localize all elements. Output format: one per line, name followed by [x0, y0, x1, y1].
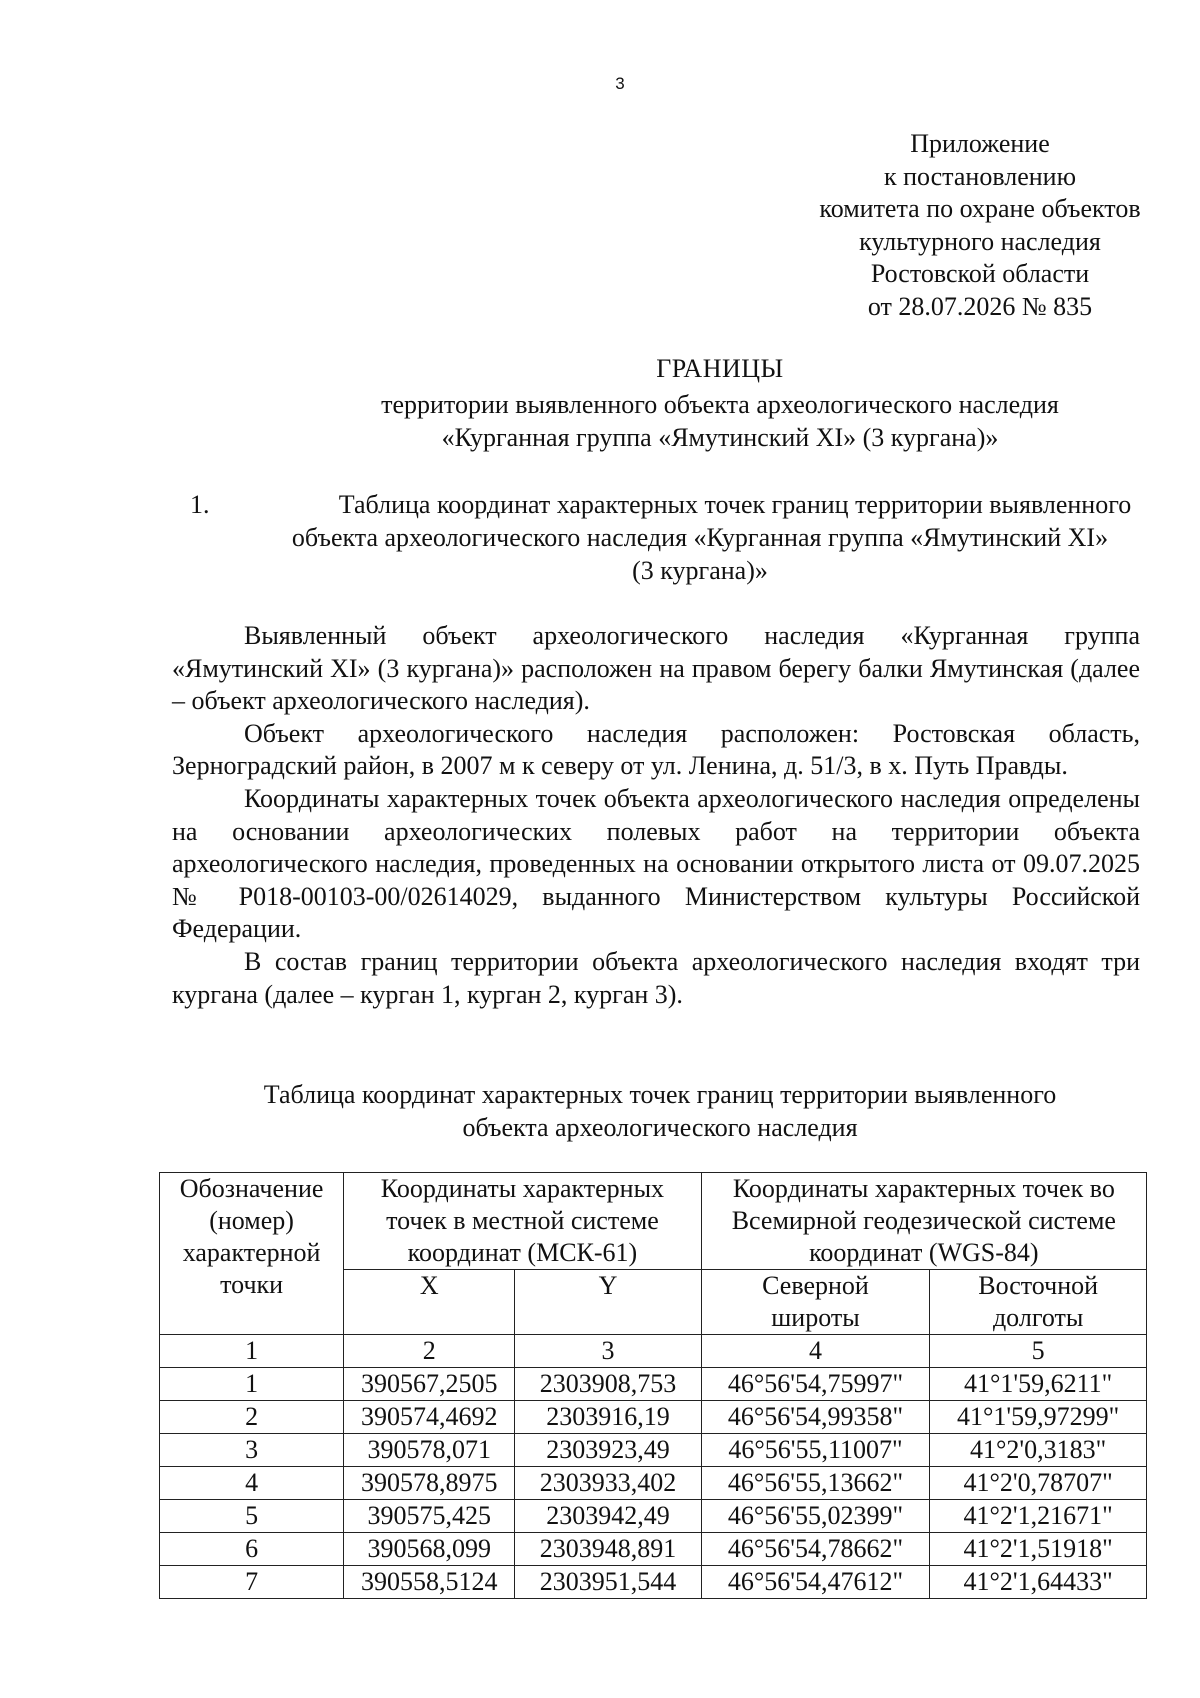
cell-point: 5: [160, 1500, 344, 1533]
table-row: [160, 1533, 1147, 1566]
section-number: 1.: [190, 490, 210, 519]
column-number-row: [160, 1335, 1147, 1368]
section-heading: [190, 488, 1200, 587]
cell-latitude: 46°56'54,99358": [701, 1401, 930, 1434]
table-row: [160, 1467, 1147, 1500]
appendix-date-number: от 28.07.2026 № 835: [867, 291, 1093, 321]
cell-point: 6: [160, 1533, 344, 1566]
header-text: координат (WGS-84): [809, 1238, 1039, 1267]
cell-longitude: 41°1'59,6211": [930, 1368, 1147, 1401]
column-number: 1: [160, 1335, 344, 1368]
column-number: 4: [701, 1335, 930, 1368]
header-y: Y: [515, 1270, 701, 1335]
cell-y: 2303908,753: [515, 1368, 701, 1401]
heading-line: «Курганная группа «Ямутинский XI» (3 кургана)»: [441, 423, 999, 452]
body-text: [172, 620, 1140, 1011]
table-row: [160, 1566, 1147, 1599]
appendix-line: Ростовской области: [870, 259, 1090, 288]
header-x: X: [344, 1270, 515, 1335]
header-text: координат (МСК-61): [407, 1238, 638, 1267]
header-longitude: [930, 1270, 1147, 1335]
header-text: характерной: [182, 1238, 321, 1267]
column-number: 5: [930, 1335, 1147, 1368]
table-row: [160, 1434, 1147, 1467]
header-point-designation: [160, 1173, 344, 1335]
cell-x: 390568,099: [344, 1533, 515, 1566]
column-number: 2: [344, 1335, 515, 1368]
cell-y: 2303923,49: [515, 1434, 701, 1467]
table-row: [160, 1401, 1147, 1434]
appendix-line: культурного наследия: [859, 226, 1101, 256]
cell-longitude: 41°2'1,21671": [930, 1500, 1147, 1533]
header-text: Обозначение: [179, 1174, 324, 1203]
cell-y: 2303942,49: [515, 1500, 701, 1533]
header-text: Всемирной геодезической системе: [731, 1206, 1116, 1235]
header-text: Северной: [762, 1271, 869, 1300]
cell-longitude: 41°2'1,64433": [930, 1566, 1147, 1599]
header-wgs84: [701, 1173, 1146, 1270]
header-text: точки: [220, 1270, 284, 1299]
section-line: объекта археологического наследия «Курганная группа «Ямутинский XI»: [291, 523, 1109, 552]
heading-line: территории выявленного объекта археологического наследия: [381, 390, 1059, 419]
cell-longitude: 41°2'1,51918": [930, 1533, 1147, 1566]
document-heading: [180, 352, 1200, 454]
table-row: [160, 1368, 1147, 1401]
cell-point: 2: [160, 1401, 344, 1434]
cell-latitude: 46°56'55,13662": [701, 1467, 930, 1500]
cell-longitude: 41°1'59,97299": [930, 1401, 1147, 1434]
cell-x: 390575,425: [344, 1500, 515, 1533]
appendix-block: [760, 128, 1200, 323]
appendix-line: к постановлению: [883, 161, 1077, 191]
table-caption-line: объекта археологического наследия: [462, 1113, 858, 1142]
paragraph: Выявленный объект археологического наследия «Курганная группа «Ямутинский XI» (3 кургана)» расположен на правом берегу балки Ямутинская (далее – объект археологического наследия).: [172, 621, 1140, 716]
section-line: (3 кургана)»: [632, 556, 768, 585]
header-text: Восточной: [978, 1271, 1099, 1300]
cell-x: 390578,8975: [344, 1467, 515, 1500]
cell-latitude: 46°56'54,75997": [701, 1368, 930, 1401]
cell-longitude: 41°2'0,78707": [930, 1467, 1147, 1500]
cell-x: 390567,2505: [344, 1368, 515, 1401]
cell-y: 2303951,544: [515, 1566, 701, 1599]
section-line: Таблица координат характерных точек границ территории выявленного: [338, 490, 1132, 519]
paragraph: В состав границ территории объекта археологического наследия входят три кургана (далее – курган 1, курган 2, курган 3).: [172, 946, 1140, 1009]
cell-y: 2303948,891: [515, 1533, 701, 1566]
cell-x: 390558,5124: [344, 1566, 515, 1599]
document-title: ГРАНИЦЫ: [656, 354, 784, 383]
cell-y: 2303933,402: [515, 1467, 701, 1500]
appendix-line: Приложение: [910, 129, 1050, 158]
table-caption: [160, 1078, 1160, 1144]
cell-latitude: 46°56'55,02399": [701, 1500, 930, 1533]
column-number: 3: [515, 1335, 701, 1368]
cell-x: 390578,071: [344, 1434, 515, 1467]
cell-y: 2303916,19: [515, 1401, 701, 1434]
table-caption-line: Таблица координат характерных точек границ территории выявленного: [263, 1080, 1057, 1109]
cell-latitude: 46°56'55,11007": [701, 1434, 930, 1467]
cell-latitude: 46°56'54,78662": [701, 1533, 930, 1566]
header-text: Координаты характерных: [380, 1174, 665, 1203]
cell-point: 4: [160, 1467, 344, 1500]
header-text: (номер): [209, 1206, 294, 1235]
paragraph: Объект археологического наследия расположен: Ростовская область, Зерноградский район, в 2007 м к северу от ул. Ленина, д. 51/3, в х. Путь Правды.: [172, 718, 1140, 781]
header-latitude: [701, 1270, 930, 1335]
table-header-row: [160, 1173, 1147, 1270]
paragraph: Координаты характерных точек объекта археологического наследия определены на основании археологических полевых работ на территории объекта археологического наследия, проведенных на основании открытого листа от 09.07.2025 № Р018-00103-00/02614029, выданного Министерством культуры Российской Федерации.: [172, 783, 1140, 944]
header-text: точек в местной системе: [386, 1206, 659, 1235]
cell-longitude: 41°2'0,3183": [930, 1434, 1147, 1467]
header-text: Координаты характерных точек во: [732, 1174, 1115, 1203]
header-msk61: [344, 1173, 702, 1270]
coordinates-table: [159, 1172, 1147, 1599]
cell-point: 1: [160, 1368, 344, 1401]
cell-x: 390574,4692: [344, 1401, 515, 1434]
table-row: [160, 1500, 1147, 1533]
cell-point: 7: [160, 1566, 344, 1599]
header-text: долготы: [992, 1303, 1084, 1332]
cell-point: 3: [160, 1434, 344, 1467]
appendix-line: комитета по охране объектов: [819, 194, 1141, 223]
cell-latitude: 46°56'54,47612": [701, 1566, 930, 1599]
header-text: широты: [771, 1303, 860, 1332]
page-number: 3: [615, 74, 625, 93]
